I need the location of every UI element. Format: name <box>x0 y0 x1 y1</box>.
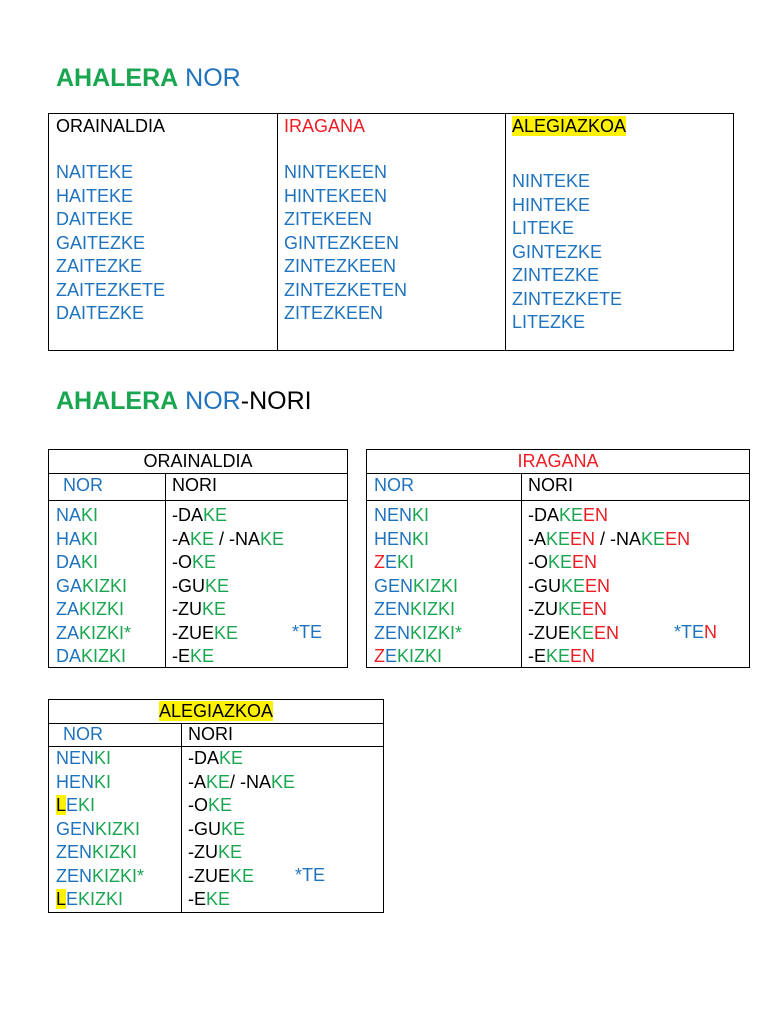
list-item: -AKE / -NAKE <box>172 528 285 549</box>
title-ahalera: AHALERA <box>56 387 179 415</box>
list-item: -AKEEN / -NAKEEN <box>528 528 691 549</box>
list-item: ZENKIZKI* <box>374 622 463 643</box>
list-item: ZITEKEEN <box>284 209 373 229</box>
title-nori: NORI <box>249 387 312 415</box>
list-item: ZINTEZKE <box>512 265 600 285</box>
list-item: GINTEZKE <box>512 241 603 262</box>
list-item: HAITEKE <box>56 185 134 206</box>
list-item: -OKE <box>188 795 233 815</box>
list-item: -GUKE <box>188 818 246 839</box>
nor-nori-iragana-table <box>366 449 750 668</box>
list-item: NENKI <box>56 748 112 768</box>
list-item: NINTEKE <box>512 171 591 191</box>
list-item: -ZUKEEN <box>528 599 608 619</box>
nori-list <box>528 504 690 669</box>
list-item: -EKE <box>188 889 231 909</box>
table-header: IRAGANA <box>517 451 599 471</box>
col-alegiazkoa-header: ALEGIAZKOA <box>512 116 627 136</box>
list-item: -DAKEEN <box>528 505 609 525</box>
list-item: NINTEKEEN <box>284 162 388 182</box>
col-nor-header: NOR <box>374 475 414 495</box>
nor-nori-orainaldia-table <box>48 449 348 668</box>
list-item: -EKE <box>172 646 215 666</box>
col-nor-header: NOR <box>63 724 103 744</box>
col-nori-header: NORI <box>188 724 233 744</box>
col-iragana-header: IRAGANA <box>284 116 366 136</box>
nor-list <box>56 504 131 669</box>
nor-table <box>48 113 734 351</box>
list-item: ZENKIZKI <box>56 842 138 862</box>
list-item: HINTEKEEN <box>284 185 388 206</box>
plural-note: *TE <box>292 622 323 642</box>
plural-note: *TE <box>295 865 326 885</box>
list-item: ZEKI <box>374 552 415 572</box>
list-item: -ZUEKE <box>172 622 239 643</box>
section1-title <box>56 64 241 92</box>
list-item: -EKEEN <box>528 646 596 666</box>
col-nor-header: NOR <box>63 475 103 495</box>
list-item: DAITEKE <box>56 209 134 229</box>
table-header: ORAINALDIA <box>143 451 253 471</box>
list-item: ZENKIZKI* <box>56 865 145 886</box>
list-item: GINTEZKEEN <box>284 232 400 253</box>
list-item: DAITEZKE <box>56 303 145 323</box>
list-item: DAKIZKI <box>56 646 127 666</box>
list-item: -DAKE <box>188 748 244 768</box>
list-item: GENKIZKI <box>56 818 141 839</box>
list-item: -AKE/ -NAKE <box>188 771 296 792</box>
section2-title: AHALERA NOR-NORI <box>56 387 312 415</box>
col-orainaldia-list <box>56 161 165 326</box>
list-item: -GUKEEN <box>528 575 611 596</box>
nor-list <box>56 747 144 912</box>
nor-nori-alegiazkoa-table <box>48 699 384 913</box>
list-item: GENKIZKI <box>374 575 459 596</box>
list-item: ZINTEZKEEN <box>284 256 397 276</box>
list-item: ZAITEZKETE <box>56 279 166 300</box>
list-item: LITEKE <box>512 218 575 238</box>
list-item: NAKI <box>56 505 99 525</box>
list-item: LEKIZKI <box>56 889 124 909</box>
col-iragana-list <box>284 161 407 326</box>
title-ahalera: AHALERA <box>56 64 179 92</box>
list-item: LEKI <box>56 795 96 815</box>
table-header: ALEGIAZKOA <box>158 701 274 721</box>
list-item: -OKEEN <box>528 552 598 572</box>
list-item: ZAKIZKI* <box>56 622 132 643</box>
nori-list <box>188 747 295 912</box>
list-item: -ZUEKE <box>188 865 255 886</box>
list-item: -OKE <box>172 552 217 572</box>
list-item: GAITEZKE <box>56 232 146 253</box>
list-item: -GUKE <box>172 575 230 596</box>
list-item: HENKI <box>56 771 112 792</box>
list-item: ZINTEZKETEN <box>284 279 408 300</box>
col-nori-header: NORI <box>172 475 217 495</box>
nori-list <box>172 504 284 669</box>
list-item: ZAITEZKE <box>56 256 143 276</box>
list-item: -ZUKE <box>172 599 227 619</box>
list-item: ZITEZKEEN <box>284 303 384 323</box>
list-item: ZINTEZKETE <box>512 288 623 309</box>
plural-note: *TEN <box>674 622 718 642</box>
list-item: HINTEKE <box>512 194 591 215</box>
nor-list <box>374 504 462 669</box>
list-item: HAKI <box>56 528 99 549</box>
list-item: ZEKIZKI <box>374 646 443 666</box>
col-alegiazkoa-list <box>512 170 622 335</box>
title-nor: NOR <box>185 64 241 92</box>
col-nori-header: NORI <box>528 475 573 495</box>
list-item: NENKI <box>374 505 430 525</box>
list-item: DAKI <box>56 552 99 572</box>
col-orainaldia-header: ORAINALDIA <box>56 116 166 136</box>
list-item: -ZUEKEEN <box>528 622 620 643</box>
list-item: HENKI <box>374 528 430 549</box>
list-item: LITEZKE <box>512 312 586 332</box>
list-item: ZAKIZKI <box>56 599 125 619</box>
list-item: NAITEKE <box>56 162 134 182</box>
list-item: ZENKIZKI <box>374 599 456 619</box>
list-item: GAKIZKI <box>56 575 128 596</box>
list-item: -DAKE <box>172 505 228 525</box>
title-nor: NOR <box>185 387 241 415</box>
list-item: -ZUKE <box>188 842 243 862</box>
